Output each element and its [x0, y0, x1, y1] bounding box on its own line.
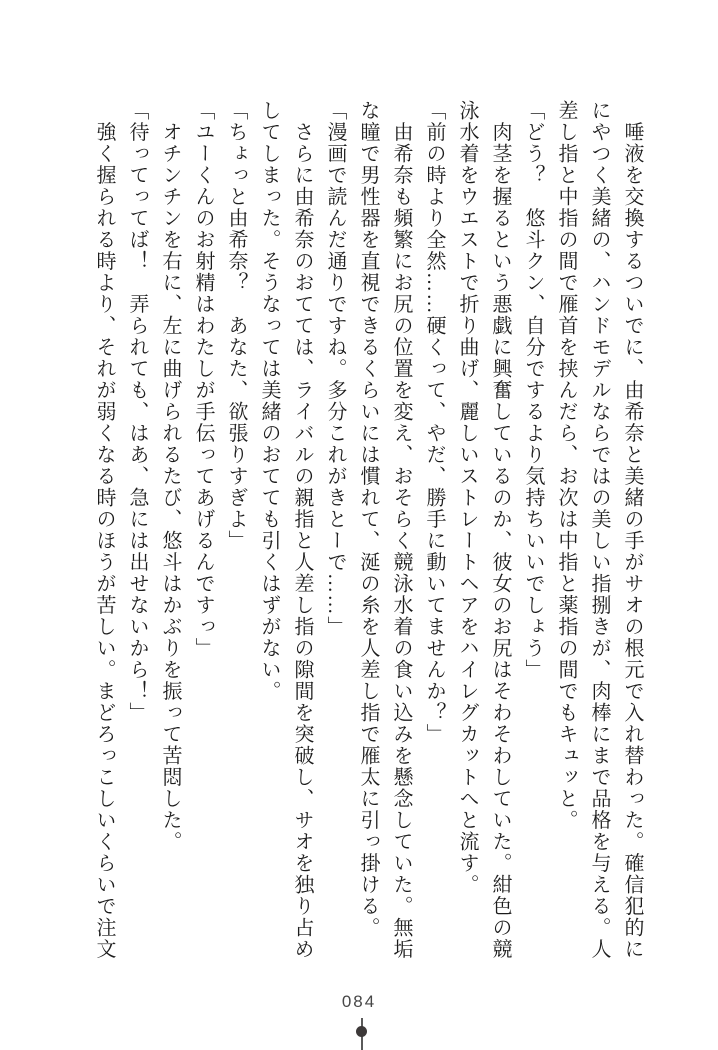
text-line: 唾液を交換するついでに、由希奈と美緒の手がサオの根元で入れ替わった。確信犯的に: [621, 100, 643, 960]
text-line: 「前の時より全然……硬くって、やだ、勝手に動いてませんか？」: [423, 100, 445, 745]
text-line: 「漫画で読んだ通りですね。多分これがきとーで……」: [324, 100, 346, 638]
text-line: 強く握られる時より、それが弱くなる時のほうが苦しい。まどろっこしいくらいで注文: [93, 100, 115, 960]
page-footer: [0, 990, 718, 1050]
text-line: 「ユーくんのお射精はわたしが手伝ってあげるんですっ」: [192, 100, 214, 659]
vertical-text-block: [87, 100, 648, 962]
text-line: 「待ってってば！ 弄られても、はあ、急には出せないから！」: [126, 100, 148, 724]
text-line: 由希奈も頻繁にお尻の位置を変え、おそらく競泳水着の食い込みを懸念していた。無垢: [390, 100, 412, 960]
text-line: 「ちょっと由希奈？ あなた、欲張りすぎよ」: [225, 100, 247, 552]
text-line: にやつく美緒の、ハンドモデルならではの美しい指捌きが、肉棒にまで品格を与える。人: [588, 100, 610, 960]
text-line: 差し指と中指の間で雁首を挟んだら、お次は中指と薬指の間でもキュッと。: [555, 100, 577, 831]
footer-ornament-dot: [356, 1026, 367, 1037]
page-number: 084: [341, 992, 377, 1011]
text-line: 肉茎を握るという悪戯に興奮しているのか、彼女のお尻はそわそわしていた。紺色の競: [489, 100, 511, 960]
text-line: な瞳で男性器を直視できるくらいには慣れて、涎の糸を人差し指で雁太に引っ掛ける。: [357, 100, 379, 939]
text-line: 「どう？ 悠斗クン、自分でするより気持ちいいでしょう」: [522, 100, 544, 681]
text-line: さらに由希奈のおてては、ライバルの親指と人差し指の隙間を突破し、サオを独り占め: [291, 100, 313, 960]
text-line: してしまった。そうなっては美緒のおてても引くはずがない。: [258, 100, 280, 702]
text-line: 泳水着をウエストで折り曲げ、麗しいストレートヘアをハイレグカットへと流す。: [456, 100, 478, 896]
text-line: オチンチンを右に、左に曲げられるたび、悠斗はかぶりを振って苦悶した。: [159, 100, 181, 853]
